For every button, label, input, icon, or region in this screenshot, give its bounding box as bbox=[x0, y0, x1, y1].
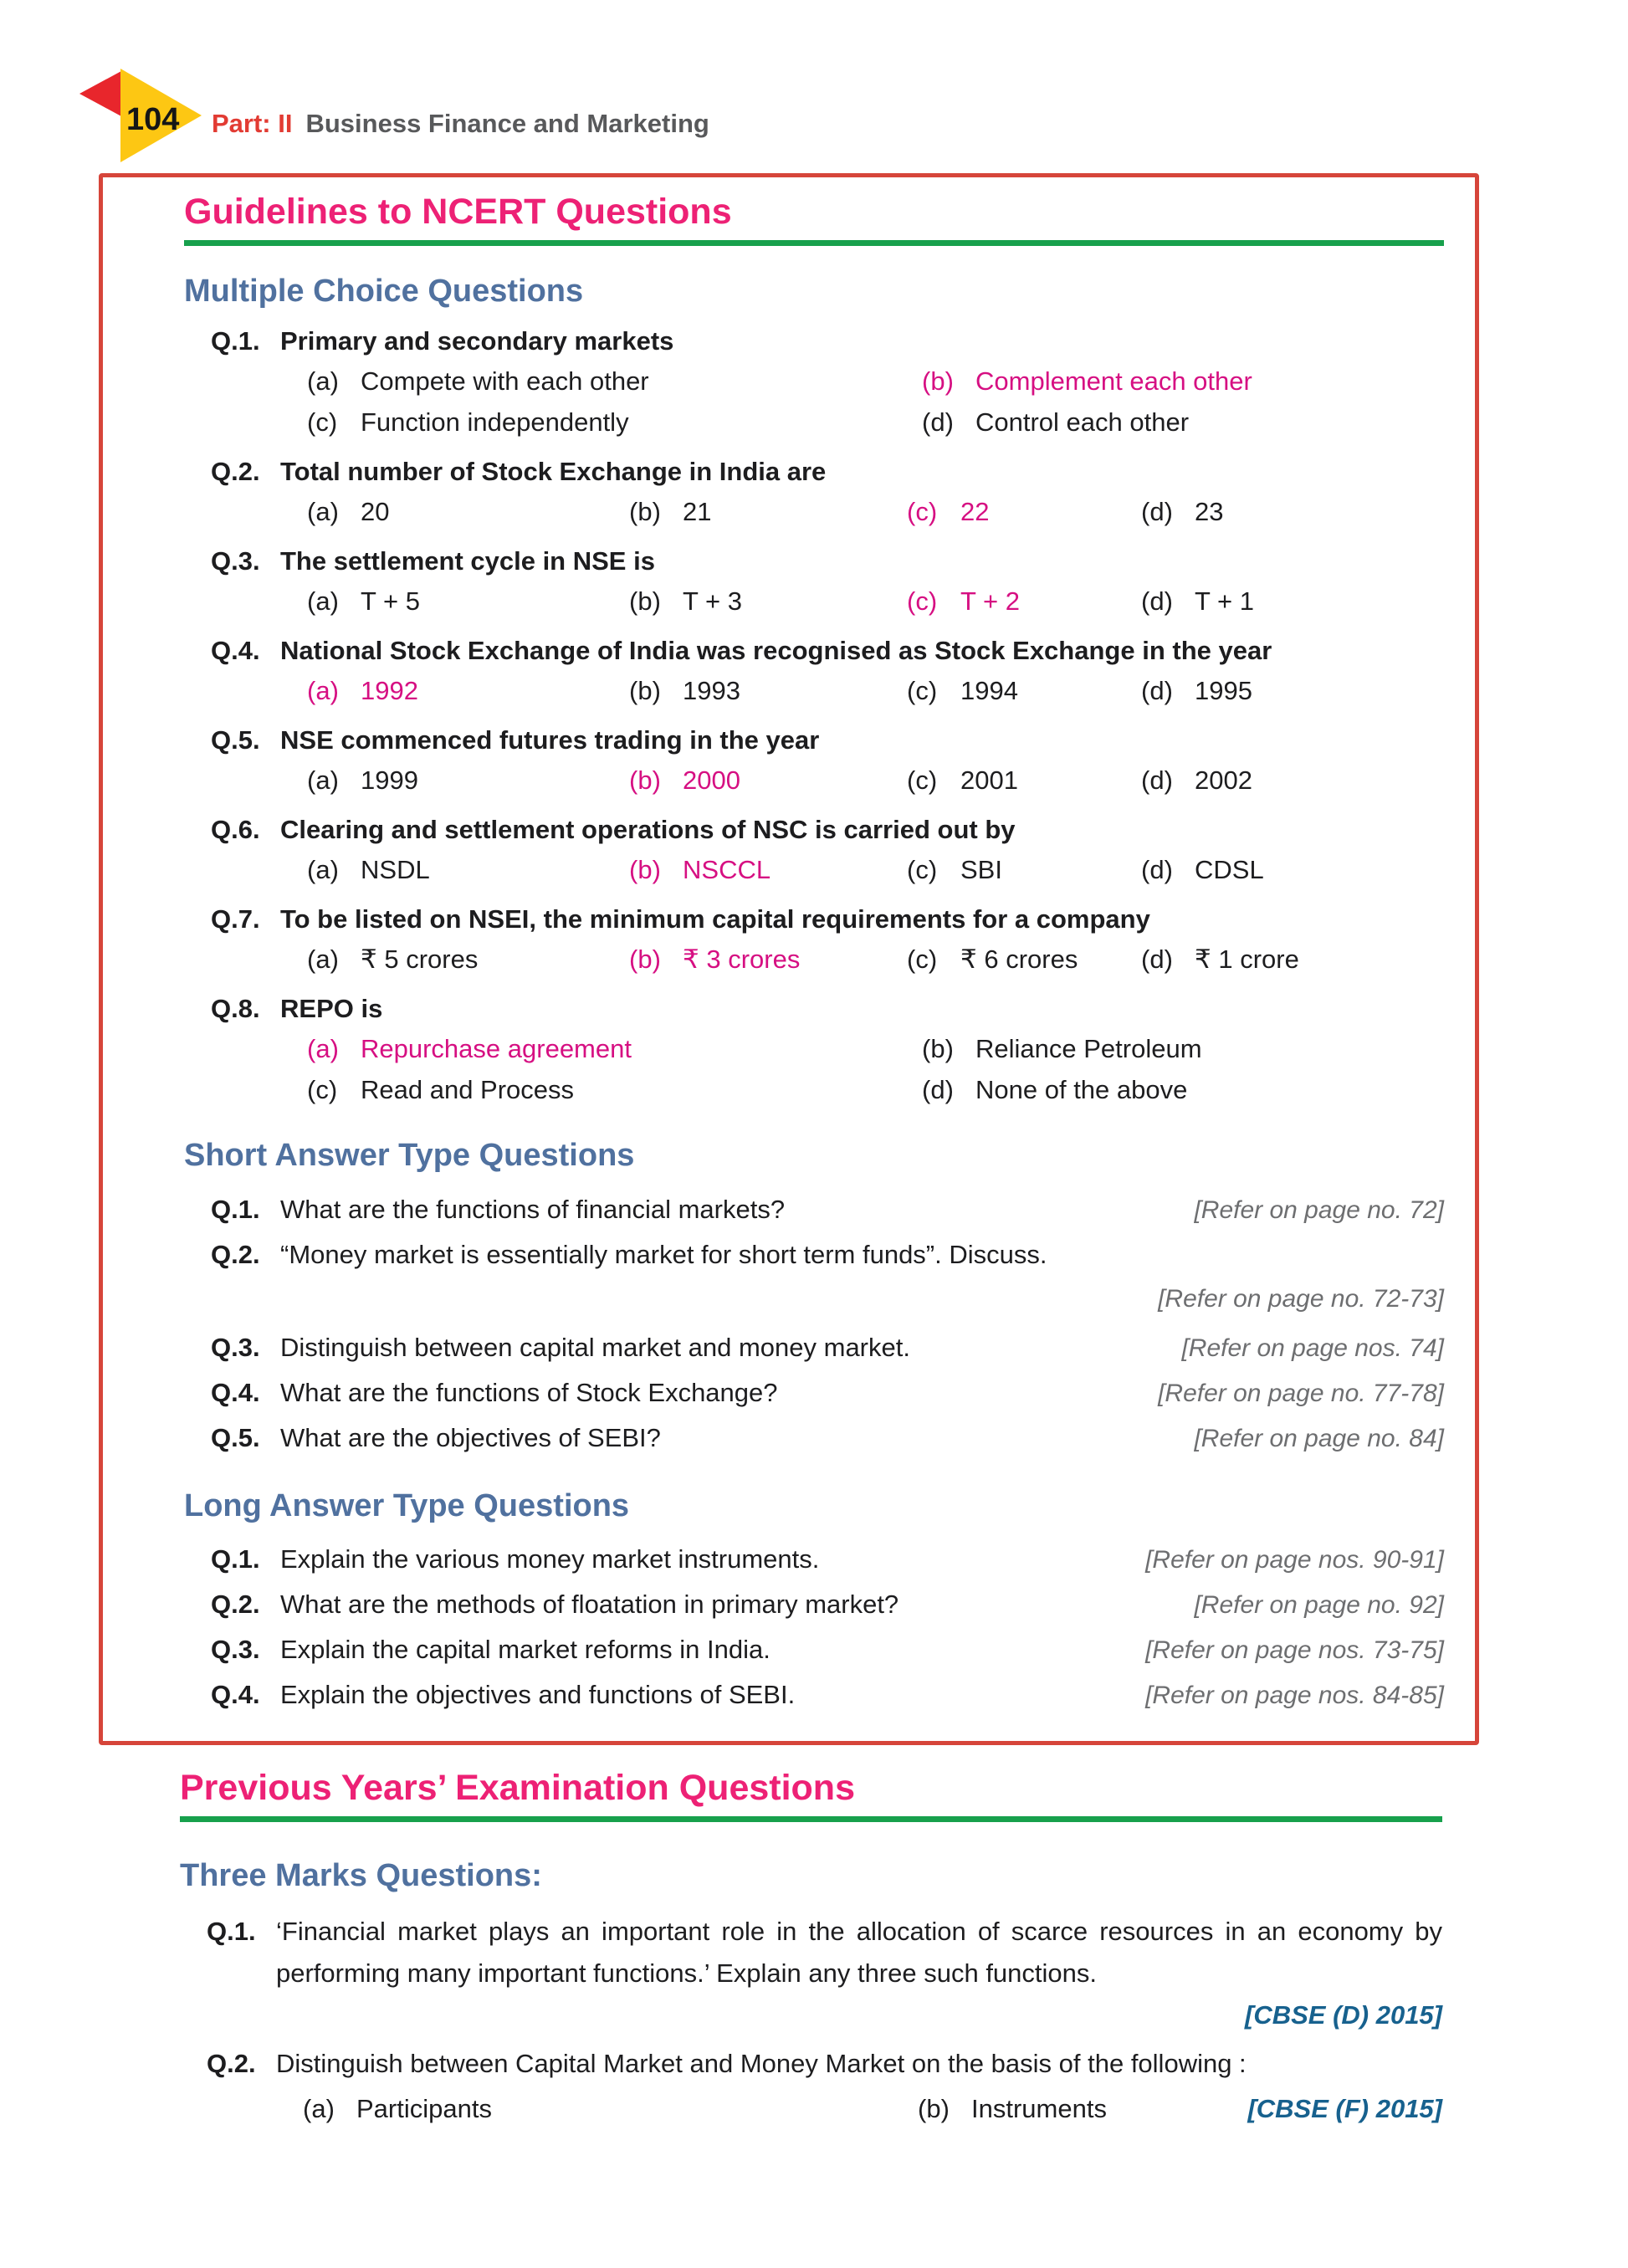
option-text: Complement each other bbox=[975, 366, 1252, 397]
option bbox=[1141, 939, 1444, 980]
long-answer-question bbox=[184, 1627, 1444, 1672]
mcq-question bbox=[184, 322, 1444, 443]
option-text: 1993 bbox=[683, 676, 740, 706]
mcq-question bbox=[184, 542, 1444, 622]
refer-note: [Refer on page no. 72-73] bbox=[1158, 1284, 1444, 1313]
options-grid bbox=[307, 939, 1444, 980]
option-text: T + 2 bbox=[960, 586, 1020, 617]
option-text: ₹ 6 crores bbox=[960, 945, 1078, 975]
option-label: (d) bbox=[1141, 676, 1173, 706]
option-label: (c) bbox=[907, 945, 938, 975]
option-label: (b) bbox=[629, 945, 661, 975]
refer-note: [Refer on page nos. 90-91] bbox=[1145, 1546, 1444, 1574]
question-number: Q.2. bbox=[211, 457, 260, 487]
option-text: T + 1 bbox=[1195, 586, 1254, 617]
page-number: 104 bbox=[126, 102, 180, 137]
mcq-question bbox=[184, 721, 1444, 801]
question-text: Distinguish between Capital Market and Money Market on the basis of the following : bbox=[276, 2048, 1247, 2078]
options-grid bbox=[307, 491, 1444, 532]
mcq-question bbox=[184, 990, 1444, 1110]
option-text: 1992 bbox=[361, 676, 418, 706]
question-row bbox=[184, 322, 1444, 361]
previous-years-title: Previous Years’ Examination Questions bbox=[180, 1768, 855, 1809]
option-label: (b) bbox=[922, 1034, 954, 1064]
refer-note: [Refer on page nos. 84-85] bbox=[1145, 1682, 1444, 1710]
question-text: “Money market is essentially market for short term funds”. Discuss. bbox=[280, 1239, 1047, 1269]
short-answer-question bbox=[184, 1325, 1444, 1370]
page-header bbox=[0, 0, 1628, 173]
option-text: ₹ 3 crores bbox=[683, 945, 801, 975]
option-answer bbox=[307, 670, 629, 711]
red-triangle-icon bbox=[79, 71, 121, 116]
long-answer-heading: Long Answer Type Questions bbox=[184, 1487, 630, 1523]
previous-years-section bbox=[180, 1767, 1442, 2132]
cbse-tag: [CBSE (D) 2015] bbox=[1245, 1999, 1442, 2030]
option-label: (b) bbox=[629, 586, 661, 617]
question-text: National Stock Exchange of India was recognised as Stock Exchange in the year bbox=[280, 636, 1272, 666]
question-number: Q.3. bbox=[211, 1332, 260, 1362]
question-text: Explain the capital market reforms in India. bbox=[280, 1635, 770, 1665]
mcq-question bbox=[184, 900, 1444, 980]
option bbox=[1141, 849, 1444, 890]
option-label: (a) bbox=[307, 855, 339, 885]
question-row bbox=[184, 721, 1444, 760]
options-grid bbox=[307, 361, 1444, 443]
long-answer-question bbox=[184, 1537, 1444, 1582]
option-label: (a) bbox=[307, 366, 339, 397]
option bbox=[307, 581, 629, 622]
option bbox=[1141, 581, 1444, 622]
option-text: 2002 bbox=[1195, 765, 1252, 796]
option-text: ₹ 1 crore bbox=[1195, 945, 1299, 975]
option-label: (c) bbox=[907, 586, 938, 617]
refer-note: [Refer on page no. 84] bbox=[1194, 1424, 1444, 1452]
option-answer bbox=[629, 849, 907, 890]
option-text: 2000 bbox=[683, 765, 740, 796]
question-text: What are the objectives of SEBI? bbox=[280, 1422, 661, 1452]
question-row bbox=[184, 990, 1444, 1028]
option-text: 2001 bbox=[960, 765, 1018, 796]
option-label: (c) bbox=[907, 855, 938, 885]
refer-note: [Refer on page no. 77-78] bbox=[1158, 1379, 1444, 1407]
option-label: (a) bbox=[307, 945, 339, 975]
long-answer-question bbox=[184, 1582, 1444, 1627]
option-text: T + 3 bbox=[683, 586, 742, 617]
question-number: Q.2. bbox=[211, 1590, 260, 1620]
question-text: What are the methods of floatation in primary market? bbox=[280, 1590, 899, 1620]
short-answer-question bbox=[184, 1232, 1444, 1277]
option-label: (c) bbox=[307, 1075, 338, 1105]
option bbox=[629, 670, 907, 711]
option bbox=[922, 402, 1444, 443]
option bbox=[907, 760, 1141, 801]
question-number: Q.4. bbox=[211, 1680, 260, 1710]
question-number: Q.4. bbox=[211, 636, 260, 666]
question-number: Q.2. bbox=[207, 2048, 256, 2078]
option-answer bbox=[922, 361, 1444, 402]
running-header bbox=[212, 109, 709, 139]
option-text: Function independently bbox=[361, 407, 629, 438]
option-text: 21 bbox=[683, 497, 712, 527]
question-text: Total number of Stock Exchange in India are bbox=[280, 457, 827, 487]
question-number: Q.8. bbox=[211, 994, 260, 1024]
part-label: Part: II bbox=[212, 109, 293, 138]
question-number: Q.7. bbox=[211, 904, 260, 934]
refer-line bbox=[184, 1277, 1444, 1325]
question-number: Q.1. bbox=[211, 1544, 260, 1574]
option-label: (d) bbox=[922, 1075, 954, 1105]
options-grid bbox=[307, 760, 1444, 801]
question-text: What are the functions of financial markets? bbox=[280, 1194, 786, 1224]
option-label: (d) bbox=[1141, 497, 1173, 527]
part-title: Business Finance and Marketing bbox=[305, 109, 709, 138]
option bbox=[907, 939, 1141, 980]
question-number: Q.4. bbox=[211, 1377, 260, 1407]
option-answer bbox=[907, 581, 1141, 622]
option bbox=[1141, 670, 1444, 711]
option bbox=[922, 1069, 1444, 1110]
question-number: Q.5. bbox=[211, 725, 260, 755]
question-row bbox=[184, 900, 1444, 939]
option bbox=[307, 402, 922, 443]
question-number: Q.6. bbox=[211, 815, 260, 845]
option-label: (d) bbox=[1141, 855, 1173, 885]
option-text: 1994 bbox=[960, 676, 1018, 706]
green-rule bbox=[180, 1816, 1442, 1822]
option-label: (d) bbox=[1141, 945, 1173, 975]
py-question bbox=[180, 1911, 1442, 1994]
options-grid bbox=[307, 849, 1444, 890]
option bbox=[307, 760, 629, 801]
options-grid bbox=[307, 1028, 1444, 1110]
mcq-question bbox=[184, 811, 1444, 890]
option-text: Instruments bbox=[971, 2093, 1107, 2123]
short-answer-heading: Short Answer Type Questions bbox=[184, 1138, 635, 1174]
question-number: Q.3. bbox=[211, 1635, 260, 1665]
option-text: 22 bbox=[960, 497, 990, 527]
option-text: Compete with each other bbox=[361, 366, 649, 397]
short-answer-question-list bbox=[184, 1187, 1444, 1461]
refer-note: [Refer on page nos. 74] bbox=[1181, 1334, 1444, 1362]
option-label: (d) bbox=[922, 407, 954, 438]
option-text: NSDL bbox=[361, 855, 430, 885]
option-label: (b) bbox=[629, 855, 661, 885]
option bbox=[307, 939, 629, 980]
question-text: ‘Financial market plays an important role in the allocation of scarce resources in an economy by performing many important functions.’ Explain any three such functions. bbox=[276, 1916, 1442, 1988]
option-label: (a) bbox=[307, 1034, 339, 1064]
option-label: (b) bbox=[629, 676, 661, 706]
question-text: REPO is bbox=[280, 994, 383, 1024]
option bbox=[1141, 760, 1444, 801]
option-label: (b) bbox=[629, 765, 661, 796]
option bbox=[907, 849, 1141, 890]
option-label: (d) bbox=[1141, 586, 1173, 617]
question-row bbox=[184, 632, 1444, 670]
option-text: Repurchase agreement bbox=[361, 1034, 632, 1064]
long-answer-question-list bbox=[184, 1537, 1444, 1718]
question-number: Q.1. bbox=[211, 326, 260, 356]
three-marks-heading: Three Marks Questions: bbox=[180, 1857, 542, 1893]
question-text: Explain the various money market instruments. bbox=[280, 1544, 820, 1574]
option bbox=[307, 849, 629, 890]
options-grid bbox=[307, 670, 1444, 711]
guidelines-box bbox=[99, 173, 1479, 1745]
option-text: Control each other bbox=[975, 407, 1190, 438]
option-text: SBI bbox=[960, 855, 1002, 885]
option bbox=[307, 361, 922, 402]
option-label: (a) bbox=[307, 586, 339, 617]
py-option bbox=[303, 2085, 918, 2133]
question-text: The settlement cycle in NSE is bbox=[280, 546, 655, 576]
option-label: (b) bbox=[629, 497, 661, 527]
option-text: 23 bbox=[1195, 497, 1224, 527]
option-label: (d) bbox=[1141, 765, 1173, 796]
question-number: Q.1. bbox=[207, 1916, 256, 1946]
option-text: 1999 bbox=[361, 765, 418, 796]
question-number: Q.1. bbox=[211, 1194, 260, 1224]
option-label: (a) bbox=[307, 676, 339, 706]
guidelines-title: Guidelines to NCERT Questions bbox=[184, 192, 732, 232]
option bbox=[922, 1028, 1444, 1069]
option-text: ₹ 5 crores bbox=[361, 945, 479, 975]
option-text: NSCCL bbox=[683, 855, 771, 885]
refer-note: [Refer on page nos. 73-75] bbox=[1145, 1636, 1444, 1665]
short-answer-question bbox=[184, 1370, 1444, 1416]
option-label: (b) bbox=[922, 366, 954, 397]
question-row bbox=[184, 453, 1444, 491]
option-label: (c) bbox=[307, 407, 338, 438]
option-text: 1995 bbox=[1195, 676, 1252, 706]
option-text: 20 bbox=[361, 497, 390, 527]
question-row bbox=[184, 811, 1444, 849]
mcq-question bbox=[184, 632, 1444, 711]
option-text: T + 5 bbox=[361, 586, 420, 617]
question-number: Q.3. bbox=[211, 546, 260, 576]
option-text: CDSL bbox=[1195, 855, 1264, 885]
mcq-question-list bbox=[184, 322, 1444, 1110]
question-text: NSE commenced futures trading in the year bbox=[280, 725, 820, 755]
option-label: (c) bbox=[907, 676, 938, 706]
py-options-row bbox=[303, 2085, 1442, 2133]
option-text: Reliance Petroleum bbox=[975, 1034, 1202, 1064]
refer-note: [Refer on page no. 72] bbox=[1194, 1195, 1444, 1224]
option-label: (a) bbox=[303, 2093, 335, 2123]
question-row bbox=[184, 542, 1444, 581]
option bbox=[629, 491, 907, 532]
long-answer-question bbox=[184, 1672, 1444, 1718]
option-answer bbox=[629, 760, 907, 801]
mcq-question bbox=[184, 453, 1444, 532]
short-answer-question bbox=[184, 1416, 1444, 1461]
mcq-heading: Multiple Choice Questions bbox=[184, 273, 584, 309]
py-question bbox=[180, 2043, 1442, 2085]
option bbox=[907, 670, 1141, 711]
green-rule bbox=[184, 240, 1444, 246]
question-text: Distinguish between capital market and money market. bbox=[280, 1332, 910, 1362]
option-label: (a) bbox=[307, 765, 339, 796]
option-label: (a) bbox=[307, 497, 339, 527]
question-text: Clearing and settlement operations of NSC is carried out by bbox=[280, 815, 1016, 845]
option-label: (b) bbox=[918, 2093, 950, 2123]
options-grid bbox=[307, 581, 1444, 622]
option-answer bbox=[629, 939, 907, 980]
option bbox=[629, 581, 907, 622]
refer-note: [Refer on page no. 92] bbox=[1194, 1591, 1444, 1620]
question-text: Explain the objectives and functions of SEBI. bbox=[280, 1680, 796, 1710]
option-label: (c) bbox=[907, 765, 938, 796]
option bbox=[307, 1069, 922, 1110]
option bbox=[1141, 491, 1444, 532]
option-text: None of the above bbox=[975, 1075, 1188, 1105]
question-number: Q.2. bbox=[211, 1239, 260, 1269]
cbse-tag: [CBSE (F) 2015] bbox=[1247, 2093, 1442, 2123]
option-answer bbox=[907, 491, 1141, 532]
short-answer-question bbox=[184, 1187, 1444, 1232]
option-text: Read and Process bbox=[361, 1075, 575, 1105]
question-text: To be listed on NSEI, the minimum capital requirements for a company bbox=[280, 904, 1150, 934]
option-answer bbox=[307, 1028, 922, 1069]
option-text: Participants bbox=[356, 2093, 492, 2123]
question-number: Q.5. bbox=[211, 1422, 260, 1452]
py-option bbox=[918, 2085, 1247, 2133]
option-label: (c) bbox=[907, 497, 938, 527]
question-text: Primary and secondary markets bbox=[280, 326, 674, 356]
question-text: What are the functions of Stock Exchange? bbox=[280, 1377, 778, 1407]
option bbox=[307, 491, 629, 532]
